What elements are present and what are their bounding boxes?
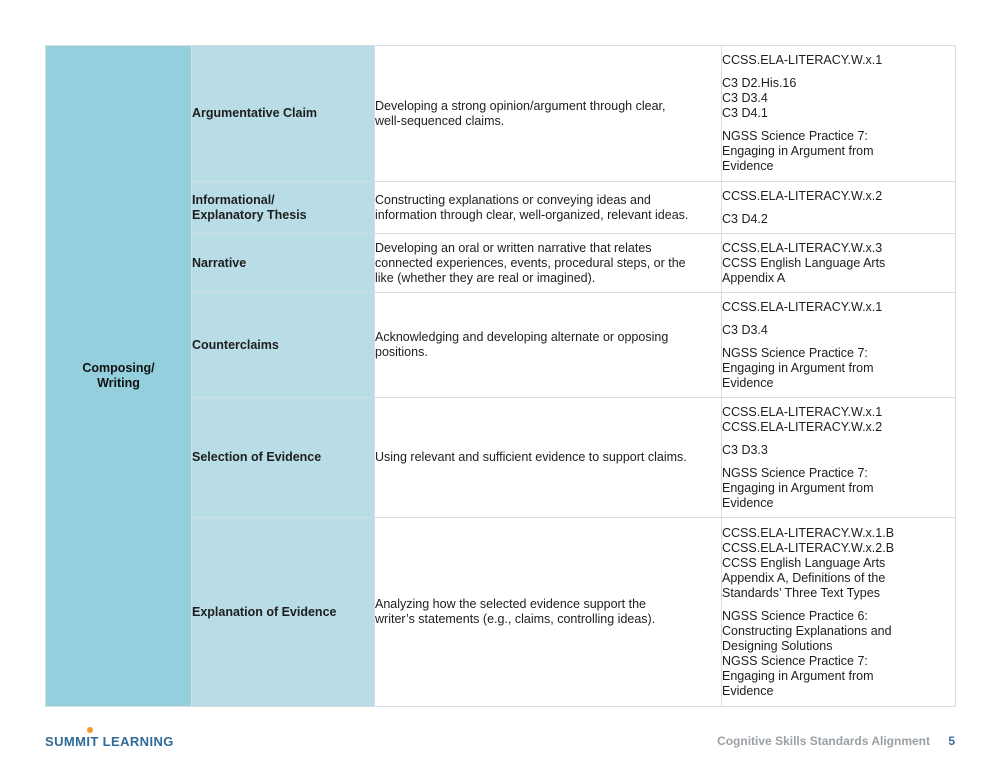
standard-code: Constructing Explanations and: [722, 623, 892, 638]
standard-code: Engaging in Argument from: [722, 668, 874, 683]
skill-description: Using relevant and sufficient evidence to support claims.: [375, 450, 687, 464]
standard-code: NGSS Science Practice 7:: [722, 129, 868, 143]
standard-group: [722, 609, 955, 699]
skill-description: connected experiences, events, procedural steps, or the: [375, 255, 686, 270]
standard-code: Appendix A: [722, 270, 786, 285]
standard-code: Engaging in Argument from: [722, 360, 874, 375]
skill-description: Acknowledging and developing alternate or opposing: [375, 330, 669, 344]
standard-group: [722, 466, 955, 511]
standard-group: [722, 76, 955, 121]
standard-code: NGSS Science Practice 7:: [722, 653, 868, 668]
standard-code: NGSS Science Practice 6:: [722, 608, 868, 623]
skill-cell: [192, 46, 375, 182]
standards-cell: [722, 234, 956, 293]
standard-group: [722, 189, 955, 204]
standard-code: CCSS English Language Arts: [722, 555, 886, 570]
standard-code: Appendix A, Definitions of the: [722, 570, 886, 585]
standard-code: Engaging in Argument from: [722, 480, 874, 495]
skill-name: Informational/: [192, 192, 275, 207]
skill-cell: [192, 293, 375, 398]
standard-code: Evidence: [722, 159, 774, 173]
skill-description: Developing an oral or written narrative that relates: [375, 240, 652, 255]
skill-name: Explanation of Evidence: [192, 604, 337, 619]
standard-code: NGSS Science Practice 7:: [722, 345, 868, 360]
standard-code: Designing Solutions: [722, 638, 833, 653]
standard-group: [722, 323, 955, 338]
skill-description: information through clear, well-organized, relevant ideas.: [375, 207, 689, 222]
category-line: Composing/: [82, 361, 155, 375]
skill-description: Constructing explanations or conveying ideas and: [375, 192, 651, 207]
footer-title: Cognitive Skills Standards Alignment: [717, 734, 930, 748]
skill-description: Developing a strong opinion/argument through clear,: [375, 98, 666, 113]
standard-code: NGSS Science Practice 7:: [722, 465, 868, 480]
standards-cell: [722, 293, 956, 398]
standard-code: C3 D2.His.16: [722, 76, 797, 90]
standard-code: Evidence: [722, 683, 774, 698]
standard-code: C3 D3.4: [722, 91, 768, 105]
table-row: [46, 46, 956, 182]
standard-group: [722, 526, 955, 601]
standard-code: CCSS.ELA-LITERACY.W.x.2: [722, 188, 883, 203]
skill-description: writer’s statements (e.g., claims, controlling ideas).: [375, 612, 656, 626]
standard-code: CCSS.ELA-LITERACY.W.x.1: [722, 299, 883, 314]
standard-group: [722, 405, 955, 435]
skill-name: Narrative: [192, 255, 247, 270]
skill-cell: [192, 518, 375, 707]
category-line: Writing: [97, 376, 140, 390]
standard-code: Evidence: [722, 495, 774, 510]
skill-name: Selection of Evidence: [192, 450, 322, 464]
standards-table: [45, 45, 956, 707]
standard-code: CCSS.ELA-LITERACY.W.x.3: [722, 240, 883, 255]
logo-text: SUMMIT LEARNING: [45, 734, 174, 749]
standard-group: [722, 212, 955, 227]
standard-code: Evidence: [722, 375, 774, 390]
standard-group: [722, 129, 955, 174]
standard-code: CCSS.ELA-LITERACY.W.x.1.B: [722, 525, 895, 540]
standard-group: [722, 241, 955, 286]
standard-group: [722, 346, 955, 391]
standards-cell: [722, 518, 956, 707]
skill-name: Counterclaims: [192, 337, 279, 352]
standard-code: C3 D3.4: [722, 322, 768, 337]
standard-group: [722, 53, 955, 68]
standard-code: C3 D4.2: [722, 211, 768, 226]
standard-code: C3 D4.1: [722, 106, 768, 120]
description-cell: [375, 182, 722, 234]
standards-cell: [722, 182, 956, 234]
standard-group: [722, 300, 955, 315]
summit-learning-logo: [45, 734, 174, 749]
standard-code: CCSS.ELA-LITERACY.W.x.2: [722, 419, 883, 434]
page-number: 5: [948, 734, 955, 748]
description-cell: [375, 293, 722, 398]
skill-description: positions.: [375, 345, 428, 359]
description-cell: [375, 46, 722, 182]
standards-cell: [722, 46, 956, 182]
standard-code: Engaging in Argument from: [722, 144, 874, 158]
standards-cell: [722, 398, 956, 518]
skill-cell: [192, 234, 375, 293]
skill-name: Explanatory Thesis: [192, 207, 307, 222]
standard-code: CCSS English Language Arts: [722, 255, 886, 270]
category-cell: [46, 46, 192, 707]
skill-description: Analyzing how the selected evidence support the: [375, 597, 647, 611]
logo-dot-icon: [87, 727, 93, 733]
standard-group: [722, 443, 955, 458]
skill-name: Argumentative Claim: [192, 106, 318, 120]
standard-code: CCSS.ELA-LITERACY.W.x.2.B: [722, 540, 895, 555]
standard-code: CCSS.ELA-LITERACY.W.x.1: [722, 53, 883, 67]
description-cell: [375, 398, 722, 518]
skill-cell: [192, 182, 375, 234]
standard-code: CCSS.ELA-LITERACY.W.x.1: [722, 404, 883, 419]
standard-code: Standards’ Three Text Types: [722, 585, 880, 600]
description-cell: [375, 518, 722, 707]
skill-description: well-sequenced claims.: [375, 113, 505, 128]
standard-code: C3 D3.3: [722, 442, 768, 457]
skill-cell: [192, 398, 375, 518]
skill-description: like (whether they are real or imagined).: [375, 270, 596, 285]
description-cell: [375, 234, 722, 293]
